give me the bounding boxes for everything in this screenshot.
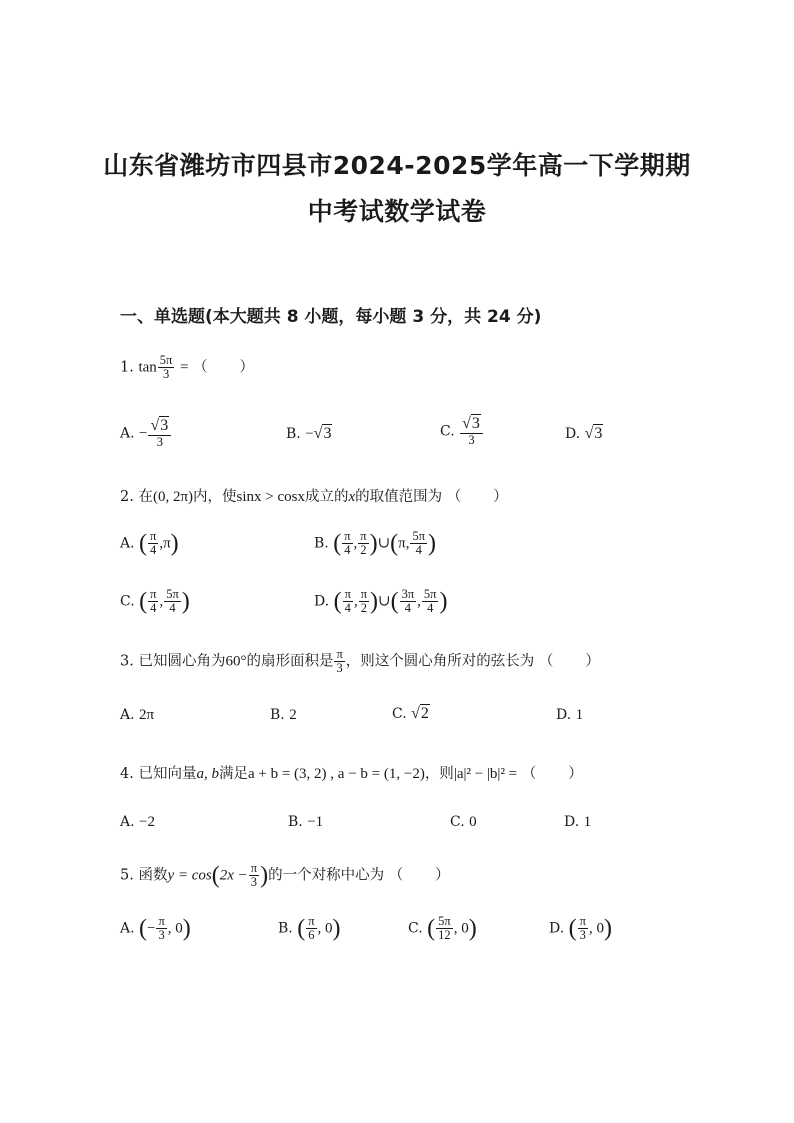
- equals-sign: =: [179, 359, 189, 376]
- page-title-line2: 中考试数学试卷: [307, 197, 487, 226]
- frac-den: 12: [438, 928, 451, 943]
- question-text: 的取值范围为: [355, 489, 443, 505]
- math-fraction: [436, 915, 453, 942]
- q2-option-a[interactable]: A. ( $\frac{\pi}{4}$ ,π): [120, 529, 179, 558]
- math-fraction: [343, 588, 353, 615]
- frac-den: 3: [158, 928, 165, 943]
- math-variable: x: [348, 489, 356, 505]
- math-condition: a + b = (3, 2): [247, 766, 327, 782]
- math-fraction: [410, 530, 427, 557]
- math-vectors: a, b: [196, 766, 219, 782]
- q2-option-c[interactable]: C. ( $\frac{\pi}{4}$ , $\frac{5\pi}{4}$ ): [120, 587, 190, 616]
- frac-num: π: [344, 529, 351, 543]
- q4-option-b[interactable]: [288, 814, 323, 831]
- option-label: A.: [120, 707, 135, 723]
- q3-option-d[interactable]: [556, 707, 583, 724]
- zero: 0: [461, 920, 469, 937]
- radicand: 3: [323, 425, 332, 442]
- radicand: 3: [594, 425, 603, 442]
- question-text: 已知向量: [138, 766, 197, 782]
- separator: ,: [326, 766, 338, 782]
- option-value: 2: [289, 707, 297, 723]
- q1-option-a[interactable]: [120, 418, 172, 449]
- math-fraction: [578, 915, 588, 942]
- frac-num: π: [360, 587, 368, 601]
- frac-num: π: [158, 914, 165, 928]
- frac-num: π: [360, 529, 367, 543]
- math-fraction: [342, 530, 352, 557]
- zero: 0: [325, 920, 333, 937]
- frac-num: 5π: [423, 587, 437, 601]
- question-number: 4.: [120, 766, 134, 782]
- frac-num: π: [579, 914, 586, 928]
- answer-blank: （ ）: [446, 489, 509, 505]
- question-number: 5.: [120, 867, 134, 884]
- option-value: 0: [469, 814, 477, 830]
- option-label: C.: [440, 423, 455, 440]
- question-text: 内，使: [193, 489, 237, 505]
- option-label: C.: [450, 814, 465, 830]
- q1-option-b[interactable]: B. −√3: [286, 425, 332, 442]
- q4-option-c[interactable]: [450, 814, 477, 831]
- minus-sign: −: [305, 426, 314, 442]
- minus-sign: −: [139, 425, 148, 442]
- union-sign: ∪: [378, 593, 391, 610]
- question-text: 已知圆心角为: [138, 653, 226, 670]
- frac-den: 3: [162, 367, 170, 382]
- radicand: 2: [420, 705, 429, 722]
- math-func: tan: [138, 359, 157, 376]
- q2-option-b[interactable]: B. ( $\frac{\pi}{4}$ , $\frac{\pi}{2}$ )∪(π, $\frac{5\pi}{4}$ ): [314, 529, 437, 558]
- frac-num: π: [150, 529, 157, 543]
- q3-option-a[interactable]: [120, 707, 154, 724]
- math-expression: 2x −: [219, 867, 248, 884]
- math-fraction: $\frac{√3}{3}$: [460, 416, 483, 447]
- question-number: 3.: [120, 653, 134, 670]
- math-fraction: [164, 588, 181, 615]
- math-angle: 60°: [225, 653, 247, 670]
- math-fraction: [358, 530, 368, 557]
- frac-den: 4: [415, 543, 422, 558]
- frac-num: π: [344, 587, 351, 601]
- math-fraction: $\frac{√3}{3}$: [148, 418, 171, 449]
- question-text: ，则: [424, 766, 454, 782]
- option-value: 1: [583, 814, 592, 830]
- q3-option-b[interactable]: [270, 707, 297, 724]
- frac-den: 4: [169, 601, 176, 616]
- option-value: 2π: [139, 707, 155, 723]
- comma: ,: [353, 535, 358, 552]
- frac-den: 4: [344, 601, 351, 616]
- frac-num: π: [336, 647, 343, 661]
- comma: ,: [405, 535, 410, 552]
- q1-option-d[interactable]: D. √3: [565, 425, 603, 442]
- math-fraction: [306, 915, 316, 942]
- zero: 0: [175, 920, 183, 937]
- math-inequality: sinx > cosx: [236, 489, 305, 505]
- page-title-line1: 山东省潍坊市四县市2024-2025学年高一下学期期: [103, 151, 691, 180]
- q4-option-d[interactable]: [564, 814, 591, 831]
- q5-option-b[interactable]: B. ( $\frac{\pi}{6}$ , 0): [278, 914, 341, 943]
- question-number: 1.: [120, 359, 134, 376]
- math-fraction: [359, 588, 369, 615]
- frac-num: 5π: [159, 353, 173, 367]
- comma: ,: [159, 593, 164, 610]
- option-label: B.: [278, 920, 293, 937]
- option-value: −2: [139, 814, 155, 830]
- question-2: [120, 485, 509, 506]
- q4-option-a[interactable]: [120, 814, 155, 831]
- option-label: D.: [556, 707, 572, 723]
- q2-option-d[interactable]: D. ( $\frac{\pi}{4}$ , $\frac{\pi}{2}$ )∪( $\frac{3\pi}{4}$ , $\frac{5\pi}{4}$ ): [314, 587, 448, 616]
- pi: π: [163, 535, 171, 552]
- option-label: D.: [314, 593, 330, 610]
- frac-den: 4: [427, 601, 434, 616]
- section-heading: 一、单选题(本大题共 8 小题，每小题 3 分，共 24 分): [120, 307, 542, 327]
- comma: ,: [159, 535, 164, 552]
- math-fraction: [158, 354, 175, 381]
- frac-den: 4: [344, 543, 351, 558]
- frac-num: π: [308, 914, 315, 928]
- option-label: A.: [120, 425, 135, 442]
- q5-option-d[interactable]: D. ( $\frac{\pi}{3}$ , 0): [549, 914, 612, 943]
- frac-num: π: [250, 861, 258, 875]
- answer-blank: （ ）: [538, 653, 601, 670]
- option-label: A.: [120, 814, 135, 830]
- frac-den: 4: [404, 601, 411, 616]
- option-label: C.: [392, 706, 407, 722]
- frac-num: 5π: [412, 529, 426, 543]
- question-3: [120, 648, 601, 675]
- question-text: 的扇形面积是: [246, 653, 334, 670]
- question-number: 2.: [120, 489, 134, 505]
- frac-den: 3: [156, 434, 163, 449]
- q1-option-c[interactable]: [440, 416, 484, 447]
- q5-option-c[interactable]: C. ( $\frac{5\pi}{12}$ , 0): [408, 914, 477, 943]
- option-label: A.: [120, 920, 135, 937]
- comma: ,: [417, 593, 421, 610]
- frac-den: 3: [468, 432, 475, 447]
- question-1: [120, 354, 255, 381]
- math-fraction: [400, 588, 417, 615]
- math-fraction: [148, 588, 158, 615]
- question-4: [120, 762, 584, 783]
- option-label: B.: [314, 535, 329, 552]
- option-value: 1: [575, 707, 584, 723]
- math-condition: a − b = (1, −2): [337, 766, 425, 782]
- frac-den: 2: [360, 601, 367, 616]
- frac-den: 4: [150, 601, 157, 616]
- question-text: 满足: [218, 766, 248, 782]
- question-text: 的一个对称中心为: [268, 867, 385, 884]
- option-value: −1: [307, 814, 324, 830]
- frac-den: 3: [579, 928, 586, 943]
- option-label: D.: [549, 920, 565, 937]
- math-interval: (0, 2π): [152, 489, 194, 505]
- comma: ,: [353, 593, 358, 610]
- minus-sign: −: [147, 920, 156, 937]
- answer-blank: （ ）: [521, 766, 584, 782]
- pi: π: [398, 535, 406, 552]
- math-expression: |a|² − |b|² =: [453, 766, 518, 782]
- radicand: 3: [160, 417, 169, 434]
- option-label: B.: [288, 814, 303, 830]
- frac-den: 2: [360, 543, 367, 558]
- union-sign: ∪: [377, 535, 391, 552]
- frac-num: 5π: [166, 587, 179, 601]
- frac-num: π: [150, 587, 157, 601]
- radicand: 3: [471, 415, 480, 432]
- frac-den: 6: [308, 928, 315, 943]
- question-text: 成立的: [305, 489, 349, 505]
- frac-den: 3: [250, 875, 258, 890]
- math-fraction: [249, 862, 259, 889]
- question-text: 在: [138, 489, 153, 505]
- question-5: 5. 函数y = cos(2x − $\frac{\pi}{3}$ )的一个对称中心为 （ ）: [120, 861, 451, 890]
- option-label: A.: [120, 535, 135, 552]
- answer-blank: （ ）: [388, 867, 451, 884]
- math-fraction: [156, 915, 166, 942]
- option-label: C.: [120, 593, 135, 610]
- math-fraction: [422, 588, 439, 615]
- option-label: B.: [286, 426, 301, 442]
- option-label: D.: [565, 426, 581, 442]
- frac-num: 3π: [401, 587, 415, 601]
- question-text: 函数: [138, 867, 168, 884]
- frac-num: 5π: [438, 914, 451, 928]
- option-label: D.: [564, 814, 580, 830]
- zero: 0: [596, 920, 604, 937]
- frac-den: 3: [336, 661, 343, 676]
- math-fraction: [148, 530, 158, 557]
- answer-blank: （ ）: [193, 359, 256, 376]
- frac-den: 4: [150, 543, 157, 558]
- q5-option-a[interactable]: A. (− $\frac{\pi}{3}$ , 0): [120, 914, 191, 943]
- math-fraction: [334, 648, 344, 675]
- option-label: B.: [270, 707, 285, 723]
- math-function: y = cos: [167, 867, 212, 884]
- option-label: C.: [408, 920, 423, 937]
- question-text: ，则这个圆心角所对的弦长为: [345, 653, 535, 670]
- q3-option-c[interactable]: C. √2: [392, 705, 429, 722]
